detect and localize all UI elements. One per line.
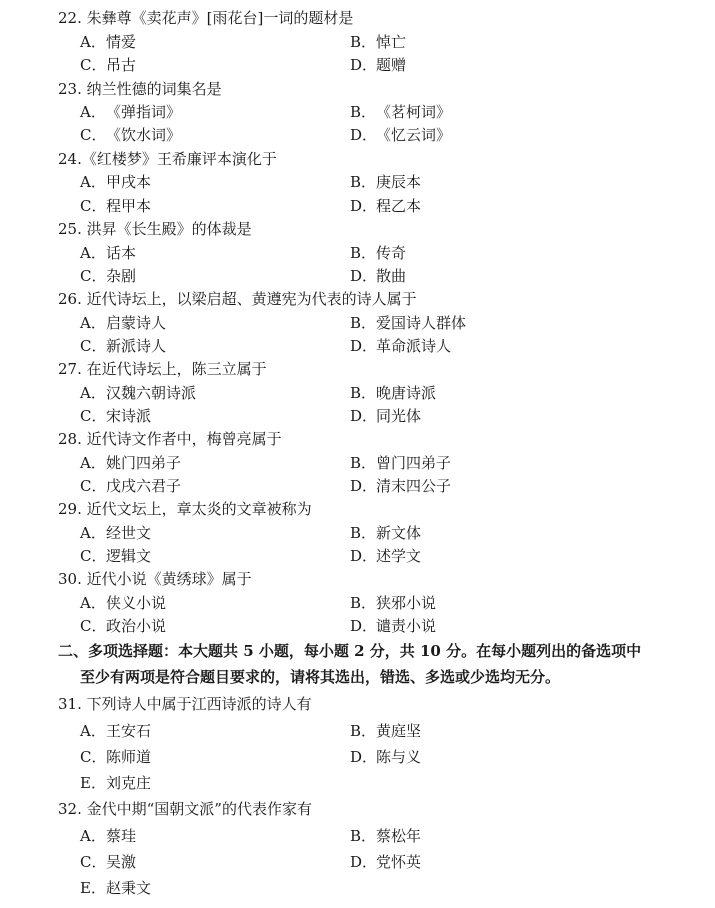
option-text: 新派诗人 (106, 337, 167, 355)
option-text: 经世文 (106, 524, 152, 542)
option-text: 《茗柯词》 (376, 103, 452, 121)
option-letter: D． (350, 477, 378, 495)
option-letter: C． (80, 337, 107, 355)
option-letter: A． (80, 827, 106, 845)
option-b (350, 313, 466, 333)
option-c (80, 476, 181, 496)
question-stem: 22. 朱彝尊《卖花声》[雨花台]一词的题材是 (58, 9, 354, 27)
option-letter: D． (350, 853, 378, 871)
option-d (350, 747, 421, 767)
question-stem: 28. 近代诗文作者中，梅曾亮属于 (58, 430, 282, 448)
option-letter: D． (350, 337, 378, 355)
option-letter: B． (350, 384, 377, 402)
option-d (350, 125, 451, 145)
option-a (80, 453, 181, 473)
option-c (80, 747, 151, 767)
option-a (80, 826, 136, 846)
option-text: 爱国诗人群体 (376, 314, 467, 332)
option-a (80, 383, 196, 403)
option-letter: D． (350, 56, 378, 74)
option-a (80, 32, 136, 52)
option-letter: E． (80, 774, 106, 792)
option-text: 逻辑文 (106, 547, 152, 565)
option-letter: A． (80, 314, 106, 332)
option-letter: A． (80, 173, 106, 191)
option-text: 汉魏六朝诗派 (106, 384, 197, 402)
option-b (350, 32, 406, 52)
option-letter: B． (350, 722, 377, 740)
option-a (80, 313, 166, 333)
option-text: 甲戌本 (106, 173, 152, 191)
option-text: 庚辰本 (376, 173, 422, 191)
option-letter: C． (80, 617, 107, 635)
option-d (350, 852, 421, 872)
option-b (350, 721, 421, 741)
option-letter: A． (80, 33, 106, 51)
option-text: 狭邪小说 (376, 594, 437, 612)
option-d (350, 336, 451, 356)
option-letter: A． (80, 454, 106, 472)
option-letter: B． (350, 594, 377, 612)
option-letter: C． (80, 547, 107, 565)
option-letter: B． (350, 314, 377, 332)
option-text: 黄庭坚 (376, 722, 422, 740)
option-d (350, 196, 421, 216)
question-stem: 29. 近代文坛上，章太炎的文章被称为 (58, 500, 312, 518)
option-b (350, 826, 421, 846)
option-letter: D． (350, 547, 378, 565)
option-b (350, 523, 421, 543)
question-stem: 30. 近代小说《黄绣球》属于 (58, 570, 252, 588)
option-text: 党怀英 (376, 853, 422, 871)
option-d (350, 476, 451, 496)
option-letter: A． (80, 524, 106, 542)
option-e (80, 773, 151, 793)
section-heading-continued: 至少有两项是符合题目要求的，请将其选出，错选、多选或少选均无分。 (80, 668, 561, 686)
option-letter: A． (80, 722, 106, 740)
option-letter: C． (80, 56, 107, 74)
option-letter: C． (80, 407, 107, 425)
question-stem: 25. 洪昇《长生殿》的体裁是 (58, 220, 252, 238)
option-text: 曾门四弟子 (376, 454, 452, 472)
option-text: 戊戌六君子 (106, 477, 182, 495)
option-c (80, 55, 136, 75)
option-a (80, 721, 151, 741)
option-text: 《饮水词》 (106, 126, 182, 144)
option-text: 话本 (106, 244, 137, 262)
option-text: 程乙本 (376, 197, 422, 215)
option-text: 《忆云词》 (376, 126, 452, 144)
option-letter: D． (350, 617, 378, 635)
option-text: 程甲本 (106, 197, 152, 215)
option-letter: B． (350, 244, 377, 262)
option-letter: B． (350, 103, 377, 121)
option-text: 清末四公子 (376, 477, 452, 495)
option-text: 革命派诗人 (376, 337, 452, 355)
option-c (80, 406, 151, 426)
option-d (350, 406, 421, 426)
option-c (80, 852, 136, 872)
option-letter: B． (350, 454, 377, 472)
option-text: 吊古 (106, 56, 137, 74)
option-letter: C． (80, 197, 107, 215)
option-b (350, 243, 406, 263)
option-letter: B． (350, 173, 377, 191)
option-b (350, 593, 436, 613)
option-b (350, 172, 421, 192)
option-c (80, 125, 181, 145)
option-c (80, 266, 136, 286)
question-stem: 32. 金代中期“国朝文派”的代表作家有 (58, 800, 312, 818)
section-heading: 二、多项选择题：本大题共 5 小题，每小题 2 分，共 10 分。在每小题列出的备选项中 (58, 642, 642, 660)
option-text: 刘克庄 (106, 774, 152, 792)
option-text: 政治小说 (106, 617, 167, 635)
option-d (350, 616, 436, 636)
option-d (350, 266, 406, 286)
option-text: 传奇 (376, 244, 407, 262)
option-text: 赵秉文 (106, 879, 152, 897)
option-a (80, 102, 181, 122)
option-letter: D． (350, 197, 378, 215)
option-letter: E． (80, 879, 106, 897)
question-stem: 27. 在近代诗坛上，陈三立属于 (58, 360, 267, 378)
option-text: 蔡松年 (376, 827, 422, 845)
option-letter: C． (80, 267, 107, 285)
option-text: 情爱 (106, 33, 137, 51)
question-stem: 31. 下列诗人中属于江西诗派的诗人有 (58, 695, 312, 713)
option-b (350, 383, 436, 403)
option-d (350, 546, 421, 566)
option-text: 晚唐诗派 (376, 384, 437, 402)
option-a (80, 243, 136, 263)
option-text: 陈师道 (106, 748, 152, 766)
option-letter: A． (80, 594, 106, 612)
option-b (350, 102, 451, 122)
question-stem: 23. 纳兰性德的词集名是 (58, 80, 222, 98)
option-letter: C． (80, 853, 107, 871)
option-a (80, 523, 151, 543)
option-text: 杂剧 (106, 267, 137, 285)
option-text: 侠义小说 (106, 594, 167, 612)
option-letter: B． (350, 524, 377, 542)
option-e (80, 878, 151, 898)
option-text: 《弹指词》 (106, 103, 182, 121)
option-c (80, 196, 151, 216)
option-text: 启蒙诗人 (106, 314, 167, 332)
option-letter: B． (350, 33, 377, 51)
option-c (80, 546, 151, 566)
option-c (80, 616, 166, 636)
option-text: 新文体 (376, 524, 422, 542)
option-text: 同光体 (376, 407, 422, 425)
option-text: 蔡珪 (106, 827, 137, 845)
option-text: 散曲 (376, 267, 407, 285)
option-letter: C． (80, 477, 107, 495)
option-letter: D． (350, 126, 378, 144)
option-letter: D． (350, 748, 378, 766)
option-b (350, 453, 451, 473)
option-letter: A． (80, 384, 106, 402)
option-letter: C． (80, 748, 107, 766)
option-text: 王安石 (106, 722, 152, 740)
option-text: 姚门四弟子 (106, 454, 182, 472)
option-letter: A． (80, 244, 106, 262)
option-letter: A． (80, 103, 106, 121)
option-text: 宋诗派 (106, 407, 152, 425)
option-letter: C． (80, 126, 107, 144)
question-stem: 24.《红楼梦》王希廉评本演化于 (58, 150, 277, 168)
option-letter: B． (350, 827, 377, 845)
option-text: 吴激 (106, 853, 137, 871)
option-text: 陈与义 (376, 748, 422, 766)
option-text: 悼亡 (376, 33, 407, 51)
option-a (80, 172, 151, 192)
option-letter: D． (350, 407, 378, 425)
option-d (350, 55, 406, 75)
option-c (80, 336, 166, 356)
option-letter: D． (350, 267, 378, 285)
option-text: 述学文 (376, 547, 422, 565)
option-a (80, 593, 166, 613)
question-stem: 26. 近代诗坛上，以梁启超、黄遵宪为代表的诗人属于 (58, 290, 417, 308)
option-text: 题赠 (376, 56, 407, 74)
option-text: 谴责小说 (376, 617, 437, 635)
